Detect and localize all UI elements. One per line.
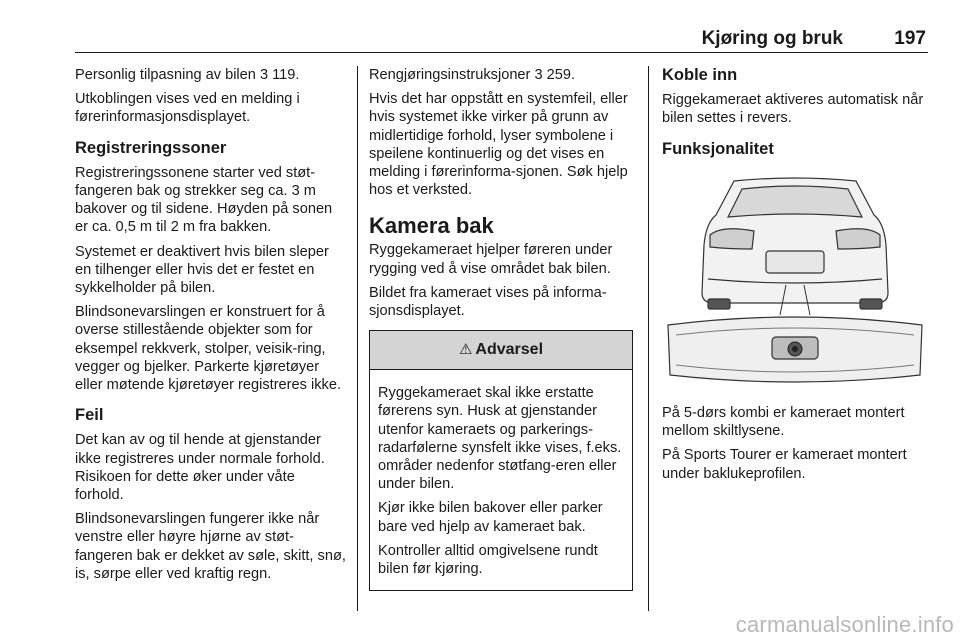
paragraph: Personlig tilpasning av bilen 3 119. — [75, 67, 300, 83]
paragraph: Blindsonevarslingen er konstruert for å overse stillestående objekter som for eksempel rekkverk, stolper, veisik-ring, vegger og bjelker. Parkerte kjøretøyer eller møtende kjøretøyer registreres ikke. — [75, 304, 342, 394]
paragraph: Ryggekameraet hjelper føreren under rygging ved å vise området bak bilen. — [369, 242, 613, 277]
rear-camera-illustration — [662, 175, 928, 387]
warning-body — [370, 370, 632, 590]
watermark: carmanualsonline.info — [735, 612, 954, 637]
column-divider — [648, 66, 649, 611]
paragraph: På Sports Tourer er kameraet montert under baklukeprofilen. — [662, 447, 907, 482]
column-right — [662, 66, 928, 489]
header-title: Kjøring og bruk — [701, 28, 843, 49]
paragraph: Utkoblingen vises ved en melding i førerinformasjonsdisplayet. — [75, 91, 300, 126]
warning-paragraph: Ryggekameraet skal ikke erstatte førerens syn. Husk at gjenstander utenfor kameraets og parkerings-radarfølerne synsfelt ikke vises, f.eks. områder nedenfor støtfang-eren eller under bilen. — [378, 385, 622, 493]
column-left — [75, 66, 347, 589]
warning-triangle-icon: ⚠ — [458, 341, 473, 359]
warning-paragraph: Kontroller alltid omgivelsene rundt bilen før kjøring. — [378, 542, 598, 578]
paragraph: Riggekameraet aktiveres automatisk når bilen settes i revers. — [662, 92, 924, 127]
paragraph: Bildet fra kameraet vises på informa-sjonsdisplayet. — [369, 284, 607, 320]
warning-paragraph: Kjør ikke bilen bakover eller parker bare ved hjelp av kameraet bak. — [378, 500, 603, 535]
paragraph: Blindsonevarslingen fungerer ikke når venstre eller høyre hjørne av støt-fangeren bak er dekket av søle, skitt, snø, is, sørpe eller ved kraftig regn. — [75, 511, 346, 582]
paragraph: Det kan av og til hende at gjenstander ikke registreres under normale forhold. Risikoen for dette øker under våte forhold. — [75, 432, 325, 504]
paragraph: På 5-dørs kombi er kameraet montert mellom skiltlysene. — [662, 405, 905, 440]
column-middle — [369, 66, 635, 591]
paragraph: Hvis det har oppstått en systemfeil, eller hvis systemet ikke virker på grunn av midlertidige forhold, lyser symbolene i speilene kontinuerlig og det vises en melding i førerinforma-sjonen. Søk hjelp hos et verksted. — [369, 91, 628, 199]
heading-kamera-bak: Kamera bak — [369, 213, 494, 239]
heading-koble-inn: Koble inn — [662, 66, 738, 84]
column-divider — [357, 66, 358, 611]
paragraph: Systemet er deaktivert hvis bilen sleper en tilhenger eller hvis det er festet en sykkelholder på bilen. — [75, 243, 329, 297]
paragraph: Registreringssonene starter ved støt-fangeren bak og strekker seg ca. 3 m bakover og til sidene. Høyden på sonen er ca. 0,5 m til 2 m fra bakken. — [75, 164, 333, 236]
page-number: 197 — [894, 28, 926, 49]
warning-header — [370, 331, 632, 370]
paragraph: Rengjøringsinstruksjoner 3 259. — [369, 67, 576, 83]
heading-registreringssoner: Registreringssoner — [75, 138, 227, 157]
heading-funksjonalitet: Funksjonalitet — [662, 139, 774, 158]
warning-box — [369, 330, 633, 591]
heading-feil: Feil — [75, 406, 104, 425]
warning-title: Advarsel — [475, 341, 544, 359]
page-header — [75, 26, 928, 53]
